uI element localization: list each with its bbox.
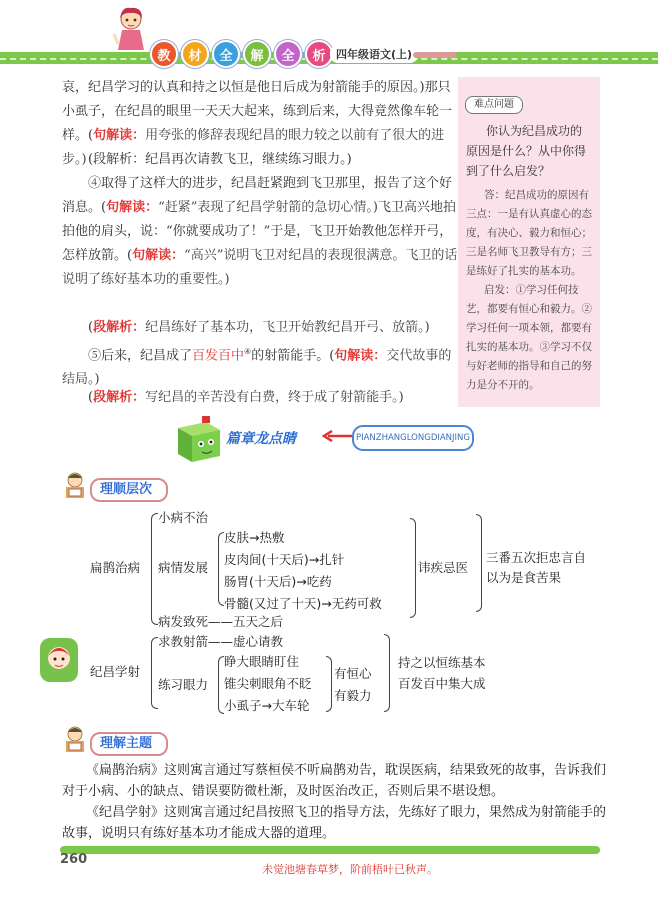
paragraph-3: ④取得了这样大的进步，纪昌赶紧跑到飞卫那里，报告了这个好消息。(句解读：“赶紧”表现了纪昌学射箭的急切心情。)飞卫高兴地拍拍他的肩头，说：“你就要成功了！”于是，飞卫开始教他怎样开弓，怎样放箭。(句解读：“高兴”说明飞卫对纪昌的表现很满意。飞卫的话说明了练好基本功的重要性。) (62, 176, 458, 287)
note-text: 交代故事的结局。) (62, 348, 452, 388)
brace (326, 656, 332, 712)
brace (410, 518, 416, 618)
story-name: 扁鹊治病 (90, 560, 141, 575)
stage-label: 病发致死——五天之后 (158, 614, 284, 629)
note-text: “赶紧”表现了纪昌学射箭的急切心情。) (158, 200, 378, 215)
page-number: 260 (60, 852, 88, 867)
brand-char: 全 (212, 40, 240, 68)
sidebar-question: 你认为纪昌成功的原因是什么？从中你得到了什么启发？ (466, 124, 587, 178)
pen-decoration-icon (413, 52, 457, 58)
arrow-icon (322, 430, 354, 442)
note-text: 用夸张的修辞表现纪昌的眼力较之以前有了很大的进步。) (62, 128, 445, 167)
theme-paragraph: 《扁鹊治病》这则寓言通过写蔡桓侯不听扁鹊劝告，耽误医病，结果致死的故事，告诉我们对于小病、小的缺点、错误要防微杜渐，及时医治改正，否则后果不堪设想。 (62, 763, 607, 799)
brand-char: 教 (150, 40, 178, 68)
paragraph-2 (62, 148, 458, 172)
practice-step: 小虱子→大车轮 (224, 698, 310, 713)
stage-label: 病情发展 (158, 560, 209, 575)
sidebar-answer (466, 186, 592, 395)
note-text: “高兴”说明飞卫对纪昌的表现很满意。飞卫的话说明了练好基本功的重要性。) (62, 248, 458, 287)
trait-label: 有恒心 (334, 666, 372, 681)
stage-label: 求教射箭——虚心请教 (158, 634, 284, 649)
section-note-tag: 段解析 (93, 390, 133, 405)
answer-text: 答：纪昌成功的原因有三点：一是有认真虚心的态度，有决心、毅力和恒心；三是名师飞卫教导有方；三是练好了扎实的基本功。 (466, 189, 592, 277)
brace (476, 514, 482, 612)
reading-boy-icon (60, 470, 90, 500)
footnote-mark: ④ (244, 347, 252, 356)
disease-step: 皮肉间(十天后)→扎针 (224, 552, 345, 567)
stage-label: 小病不治 (158, 510, 209, 525)
paragraph-5: ⑤后来，纪昌成了百发百中④的射箭能手。(句解读：交代故事的结局。) (62, 347, 452, 388)
banner-title: 篇章龙点睛 (226, 431, 296, 447)
section-heading-structure: 理顺层次 (90, 478, 168, 502)
sentence-note-tag: 句解读 (93, 128, 133, 143)
main-text: 飞卫高兴地拍拍他的肩头，说：“你就要成功了！”于是，飞卫开始教他怎样开弓，怎样放箭。( (62, 200, 456, 263)
brand-char: 材 (181, 40, 209, 68)
brace (151, 513, 158, 625)
brand-title (150, 40, 333, 66)
note-text: 纪昌练好了基本功，飞卫开始教纪昌开弓、放箭。) (145, 320, 430, 335)
cartoon-girl-icon (112, 4, 150, 56)
main-text: ④取得了这样大的进步，纪昌赶紧跑到飞卫那里，报告了这个好消息。( (62, 176, 453, 215)
theme-paragraph: 《纪昌学射》这则寓言通过纪昌按照飞卫的指导方法，先练好了眼力，果然成为射箭能手的故事，说明只有练好基本功才能成大器的道理。 (62, 805, 607, 841)
section-heading-theme: 理解主题 (90, 732, 168, 756)
main-text: 的射箭能手。( (251, 348, 335, 364)
disease-step: 骨髓(又过了十天)→无药可救 (224, 596, 382, 611)
brand-char: 解 (243, 40, 271, 68)
brace (151, 637, 158, 709)
practice-step: 睁大眼睛盯住 (224, 654, 300, 669)
story-moral: 三番五次拒忠言自以为是食苦果 (486, 550, 587, 585)
highlight-word: 百发百中 (192, 348, 245, 364)
paragraph-1: 哀，纪昌学习的认真和持之以恒是他日后成为射箭能手的原因。)那只小虱子，在纪昌的眼里一天天大起来，练到后来，大得竟然像车轮一样。(句解读：用夸张的修辞表现纪昌的眼力较之以前有了很大的进步。) (62, 80, 453, 167)
trait-label: 有毅力 (334, 688, 372, 703)
brand-char: 全 (274, 40, 302, 68)
section-note: (段解析：纪昌再次请教飞卫，继续练习眼力。) (88, 152, 352, 167)
grade-label: 四年级语文(上) (330, 45, 418, 63)
brace (384, 634, 390, 712)
sentence-note-tag: 句解读 (132, 248, 172, 263)
story-name: 纪昌学射 (90, 664, 141, 679)
story-moral: 持之以恒练基本百发百中集大成 (398, 655, 486, 691)
main-text: ⑤后来，纪昌成了 (88, 348, 193, 364)
footer-bar (60, 846, 600, 854)
brand-char: 析 (305, 40, 333, 68)
stage-label: 练习眼力 (158, 677, 209, 692)
difficulty-tag: 难点问题 (465, 96, 523, 114)
note-text: 写纪昌的辛苦没有白费，终于成了射箭能手。) (145, 390, 404, 405)
main-text: 哀，纪昌学习的认真和持之以恒是他日后成为射箭能手的原因。)那只小虱子，在纪昌的眼里一天天大起来，练到后来，大得竟然像车轮一样。 (62, 80, 453, 143)
green-cube-mascot-icon (172, 416, 224, 464)
reading-boy-icon (60, 724, 90, 754)
practice-step: 锥尖刺眼角不眨 (224, 676, 312, 691)
inspire-text: 启发：①学习任何技艺，都要有恒心和毅力。②学习任何一项本领，都要有扎实的基本功。③学习不仅与好老师的指导和自己的努力是分不开的。 (466, 284, 592, 391)
disease-step: 肠胃(十天后)→吃药 (224, 574, 332, 589)
paragraph-4: (段解析：纪昌练好了基本功，飞卫开始教纪昌开弓、放箭。) (88, 320, 430, 335)
paragraph-6: (段解析：写纪昌的辛苦没有白费，终于成了射箭能手。) (88, 390, 404, 405)
section-note-tag: 段解析 (93, 320, 133, 335)
footer-quote: 未觉池塘春草梦，阶前梧叶已秋声。 (262, 863, 438, 876)
disease-step: 皮肤→热敷 (224, 530, 285, 545)
mascot-face-icon (44, 642, 74, 678)
sentence-note-tag: 句解读 (334, 348, 374, 364)
sentence-note-tag: 句解读 (106, 200, 146, 215)
banner-pinyin: PIANZHANGLONGDIANJING (352, 425, 474, 451)
story-result: 讳疾忌医 (418, 560, 469, 575)
